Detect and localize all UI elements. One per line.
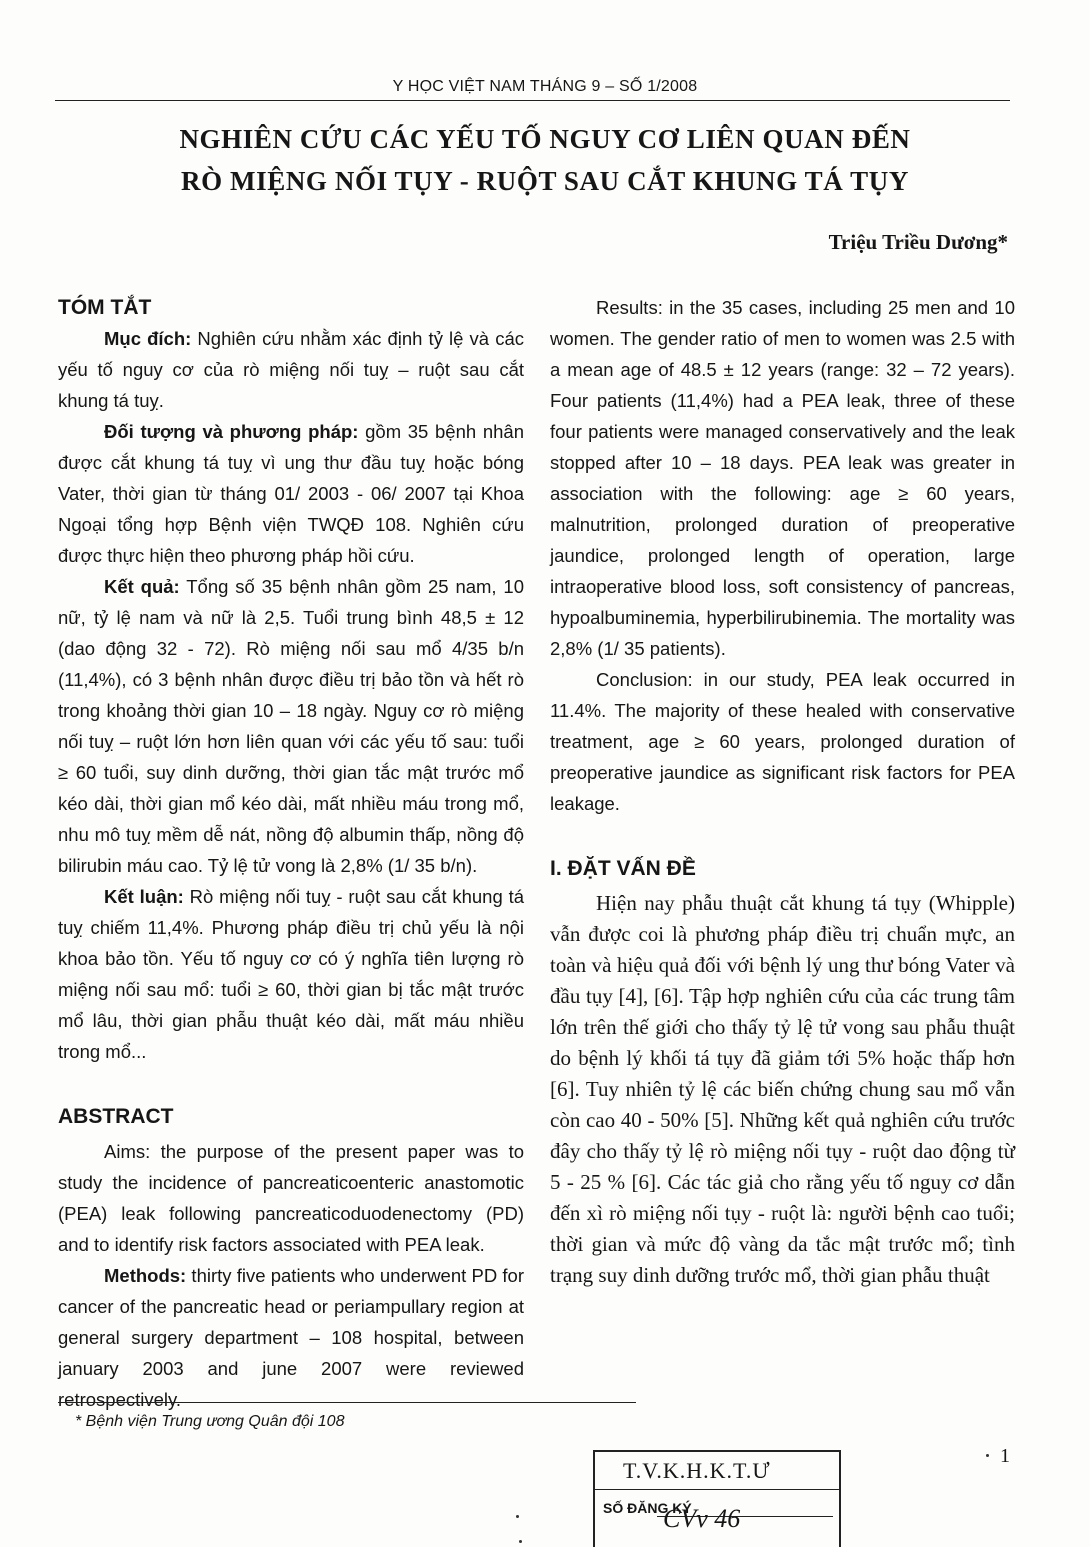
abstract-text: thirty five patients who underwent PD for cancer of the pancreatic head or periampullary region at general surgery department – 108 hospital, between january 2003 and june 2007 were reviewed retrospectively. <box>58 1265 524 1410</box>
summary-paragraph <box>58 881 524 1067</box>
summary-heading: TÓM TẮT <box>58 296 152 319</box>
footnote-rule <box>58 1402 636 1403</box>
summary-text: Tổng số 35 bệnh nhân gồm 25 nam, 10 nữ, tỷ lệ nam và nữ là 2,5. Tuổi trung bình 48,5 ± 12 (dao động 32 - 72). Rò miệng nối sau mổ 4/35 b/n (11,4%), có 3 bệnh nhân được điều trị bảo tồn và hết rò trong khoảng thời gian 10 – 18 ngày. Nguy cơ rò miệng nối tuỵ – ruột lớn hơn liên quan với các yếu tố sau: tuổi ≥ 60 tuổi, suy dinh dưỡng, thời gian tắc mật trước mổ kéo dài, thời gian mổ kéo dài, mất nhiều máu trong mổ, nhu mô tuỵ mềm dễ nát, nồng độ albumin thấp, nồng độ bilirubin máu cao. Tỷ lệ tử vong là 2,8% (1/ 35 b/n). <box>58 576 525 876</box>
abstract-lead: Methods: <box>104 1265 187 1286</box>
section-body <box>550 888 1015 1291</box>
header-rule <box>55 100 1010 101</box>
abstract-paragraph <box>550 292 1015 664</box>
paper-title <box>60 118 1030 202</box>
abstract-text: Conclusion: in our study, PEA leak occurred in 11.4%. The majority of these healed with conservative treatment, age ≥ 60 years, prolonged duration of preoperative jaundice as significant risk factors for PEA leakage. <box>550 669 1015 814</box>
summary-lead: Kết luận: <box>104 886 184 907</box>
summary-text: gồm 35 bệnh nhân được cắt khung tá tuỵ vì ung thư đầu tuỵ hoặc bóng Vater, thời gian từ tháng 01/ 2003 - 06/ 2007 tại Khoa Ngoại tổng hợp Bệnh viện TWQĐ 108. Nghiên cứu được thực hiện theo phương pháp hồi cứu. <box>58 421 524 566</box>
abstract-text: Aims: the purpose of the present paper was to study the incidence of pancreaticoenteric anastomotic (PEA) leak following pancreaticoduodenectomy (PD) and to identify risk factors associated with PEA leak. <box>58 1141 524 1255</box>
stamp-line-1: T.V.K.H.K.T.Ư <box>623 1458 771 1483</box>
scan-speck <box>519 1540 522 1543</box>
summary-lead: Kết quả: <box>104 576 180 597</box>
scan-speck <box>986 1454 989 1457</box>
scan-speck <box>516 1515 519 1518</box>
running-header: Y HỌC VIỆT NAM THÁNG 9 – SỐ 1/2008 <box>392 78 698 95</box>
title-line-2: RÒ MIỆNG NỐI TỤY - RUỘT SAU CẮT KHUNG TÁ TỤY <box>180 166 909 196</box>
page-number: 1 <box>1000 1445 1010 1467</box>
summary-text: Rò miệng nối tuỵ - ruột sau cắt khung tá tuỵ chiếm 11,4%. Phương pháp điều trị chủ yếu là nội khoa bảo tồn. Yếu tố nguy cơ có ý nghĩa tiên lượng rò miệng nối sau mổ: tuổi ≥ 60, thời gian bị tắc mật trước mổ lâu, thời gian phẫu thuật kéo dài, mất máu nhiều trong mổ... <box>58 886 524 1062</box>
summary-paragraph <box>58 323 524 416</box>
left-column <box>58 292 524 1415</box>
summary-paragraph <box>58 571 524 881</box>
stamp-separator <box>595 1489 839 1490</box>
stamp-label: SỐ ĐĂNG KÝ <box>603 1500 692 1516</box>
abstract-heading: ABSTRACT <box>58 1105 174 1128</box>
right-column <box>550 292 1015 1291</box>
footnote: * Bệnh viện Trung ương Quân đội 108 <box>75 1413 345 1430</box>
abstract-paragraph <box>58 1136 524 1260</box>
abstract-paragraph <box>58 1260 524 1415</box>
stamp-value: CVv 46 <box>663 1504 741 1533</box>
title-line-1: NGHIÊN CỨU CÁC YẾU TỐ NGUY CƠ LIÊN QUAN ĐẾN <box>179 124 911 154</box>
section-paragraph: Hiện nay phẫu thuật cắt khung tá tụy (Whipple) vẫn được coi là phương pháp điều trị chuẩn mực, an toàn và hiệu quả đối với bệnh lý ung thư bóng Vater và đầu tụy [4], [6]. Tập hợp nghiên cứu của các trung tâm lớn trên thế giới cho thấy tỷ lệ tử vong sau phẫu thuật do bệnh lý khối tá tụy đã giảm tới 5% hoặc thấp hơn [6]. Tuy nhiên tỷ lệ các biến chứng chung sau mổ vẫn còn cao 40 - 50% [5]. Những kết quả nghiên cứu trước đây cho thấy tỷ lệ rò miệng nối tụy - ruột dao động từ 5 - 25 % [6]. Các tác giả cho rằng yếu tố nguy cơ dẫn đến xì rò miệng nối tụy - ruột là: người bệnh cao tuổi; thời gian và mức độ vàng da tắc mật trước mổ; tình trạng suy dinh dưỡng trước mổ, thời gian phẫu thuật <box>550 891 1015 1287</box>
abstract-text: Results: in the 35 cases, including 25 men and 10 women. The gender ratio of men to women was 2.5 with a mean age of 48.5 ± 12 years (range: 32 – 72 years). Four patients (11,4%) had a PEA leak, three of these four patients were managed conservatively and the leak stopped after 10 – 18 days. PEA leak was greater in association with the following: age ≥ 60 years, malnutrition, prolonged duration of preoperative jaundice, prolonged length of operation, large intraoperative blood loss, soft consistency of pancreas, hypoalbuminemia, hyperbilirubinemia. The mortality was 2,8% (1/ 35 patients). <box>550 297 1015 659</box>
abstract-paragraph <box>550 664 1015 819</box>
library-stamp <box>593 1450 841 1547</box>
summary-lead: Mục đích: <box>104 328 192 349</box>
author: Triệu Triều Dương* <box>828 230 1008 254</box>
summary-text: Nghiên cứu nhằm xác định tỷ lệ và các yếu tố nguy cơ của rò miệng nối tuỵ – ruột sau cắt khung tá tuỵ. <box>58 328 524 411</box>
summary-lead: Đối tượng và phương pháp: <box>104 421 359 442</box>
summary-paragraph <box>58 416 524 571</box>
section-heading: I. ĐẶT VẤN ĐỀ <box>550 857 696 880</box>
